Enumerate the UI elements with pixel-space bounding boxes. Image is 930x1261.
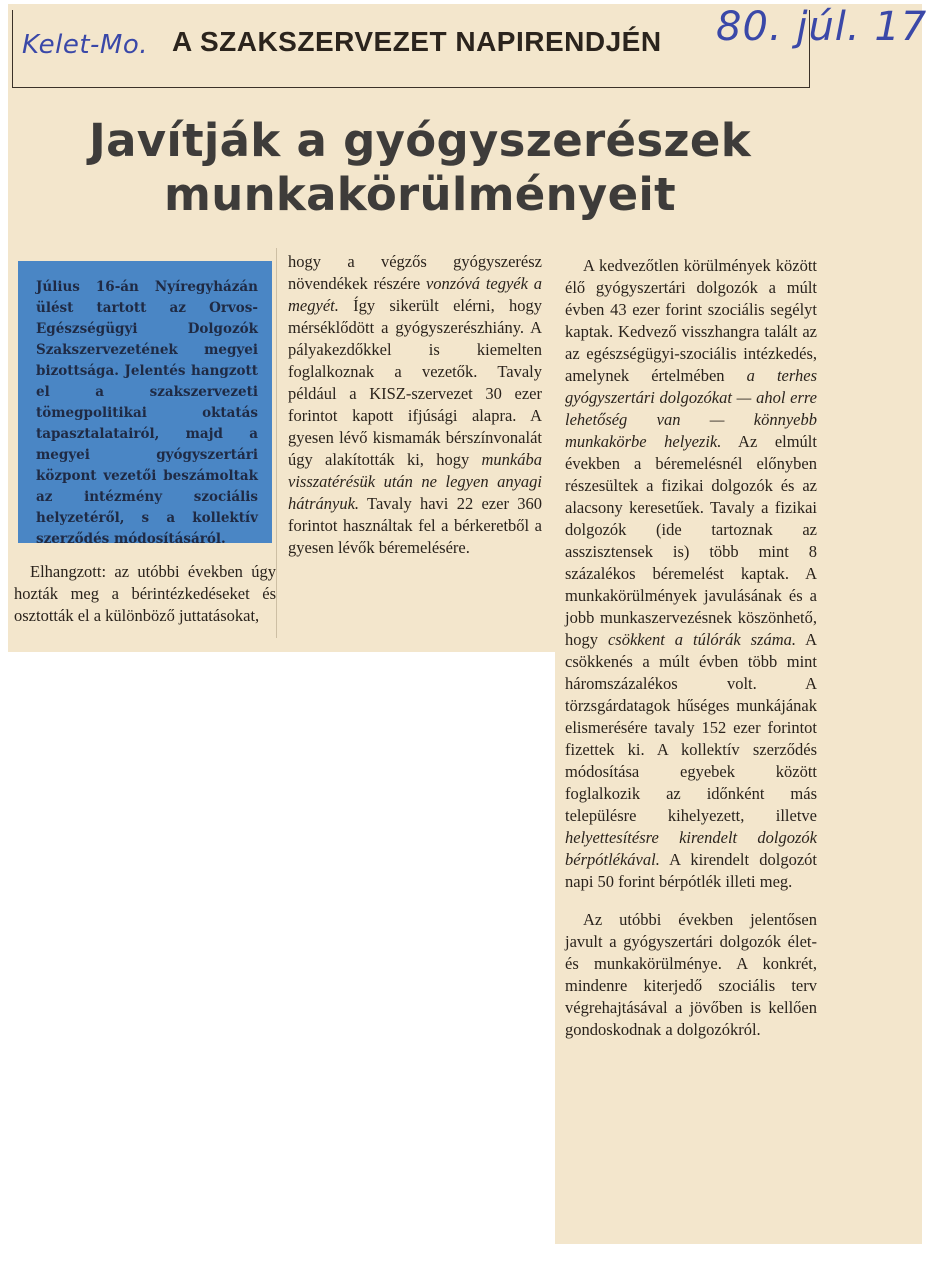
- handwritten-source-note: Kelet-Mo.: [22, 30, 149, 60]
- article-title: [20, 114, 820, 222]
- column-1-text: Elhangzott: az utóbbi években úgy hozták meg a bérintézkedéseket és osztották el a különböző juttatásokat,: [14, 562, 276, 625]
- text-run: A csökkenés a múlt évben több mint háromszázalékos volt. A törzsgárdatagok hűséges munkájának elismerésére tavaly 152 ezer forintot fizettek ki. A kollektív szerződés módosítása egyebek között foglalkozik az időnként más településre kihelyezett, illetve: [565, 630, 817, 825]
- article-title-line-2: munkakörülményeit: [164, 168, 676, 221]
- column-3-paragraph-1: [565, 255, 817, 893]
- text-run: A kirendelt dolgozót napi 50 forint bérpótlék illeti meg.: [565, 850, 817, 891]
- lead-paragraph: Július 16-án Nyíregyházán ülést tartott az Orvos-Egészségügyi Dolgozók Szakszervezetének megyei bizottsága. Jelentés hangzott el a szakszervezeti tömegpolitikai oktatás tapasztalatairól, majd a megyei gyógyszertári központ vezetői beszámoltak az intézmény szociális helyzetéről, s a kollektív szerződés módosításáról.: [36, 279, 258, 547]
- column-divider: [276, 248, 277, 638]
- article-title-line-1: Javítják a gyógyszerészek: [89, 114, 751, 167]
- italic-emphasis: munkába visszatérésük után ne legyen anyagi hátrányuk.: [288, 450, 542, 513]
- text-run: Tavaly havi 22 ezer 360 forintot használtak fel a bérkeretből a gyesen lévők béremelésére.: [288, 494, 542, 557]
- italic-emphasis: helyettesítésre kirendelt dolgozók bérpótlékával.: [565, 828, 817, 869]
- lead-box: [18, 261, 272, 547]
- text-run: Az elmúlt években a béremelésnél előnyben részesültek a fizikai dolgozók és az alacsony keresetűek. Tavaly a fizikai dolgozók (ide tartoznak az asszisztensek is) több mint 8 százalékos béremelést kaptak. A munkakörülmények javulásának és a jobb munkaszervezésnek köszönhető, hogy: [565, 432, 817, 649]
- rubric-heading: A SZAKSZERVEZET NAPIRENDJÉN: [172, 26, 662, 57]
- text-run: Így sikerült elérni, hogy mérséklődött a gyógyszerészhiány. A pályakezdőkkel is kiemelten foglalkoznak a vezetők. Tavaly például a KISZ-szervezet 30 ezer forintot kapott ifjúsági alapra. A gyesen lévő kismamák bérszínvonalát úgy alakították ki, hogy: [288, 296, 542, 469]
- column-2-text: [288, 251, 542, 559]
- italic-emphasis: csökkent a túlórák száma.: [607, 630, 797, 649]
- column-3-text: [565, 255, 817, 1041]
- italic-emphasis: vonzóvá tegyék a megyét.: [288, 274, 542, 315]
- text-run: A kedvezőtlen körülmények között élő gyógyszertári dolgozók a múlt évben 43 ezer forint szociális segélyt kaptak. Kedvező visszhangra talált az az egészségügyi-szociális intézkedés, amelynek értelmében: [565, 256, 817, 385]
- column-2-paragraph: [288, 251, 542, 559]
- handwritten-date-note: 80. júl. 17: [716, 4, 928, 50]
- italic-emphasis: a terhes gyógyszertári dolgozókat — ahol erre lehetőség van — könnyebb munkakörbe helyezik.: [565, 366, 817, 451]
- column-3-paragraph-2: Az utóbbi években jelentősen javult a gyógyszertári dolgozók élet- és munkakörülménye. A konkrét, mindenre kiterjedő szociális terv végrehajtásával a jövőben is kellően gondoskodnak a dolgozókról.: [565, 910, 817, 1039]
- text-run: hogy a végzős gyógyszerész növendékek részére: [288, 252, 542, 293]
